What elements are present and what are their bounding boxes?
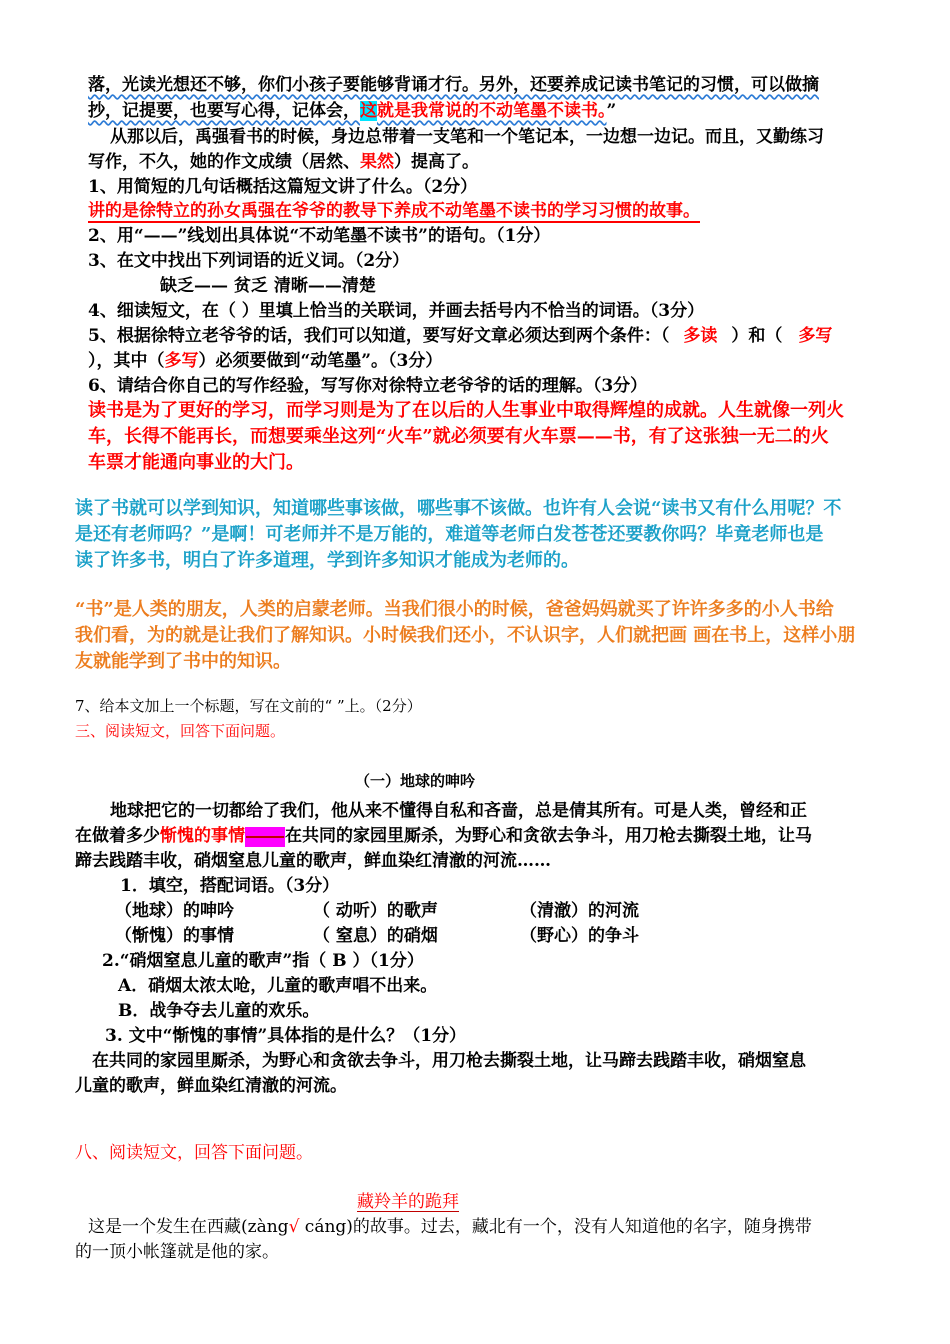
section-3-heading: 三、阅读短文，回答下面问题。 bbox=[75, 722, 286, 740]
passage1-line1-text: 落，光读光想还不够，你们小孩子要能够背诵才行。另外，还要养成记读书笔记的习惯，可以做摘 bbox=[88, 75, 819, 95]
question-3: 3、在文中找出下列词语的近义词。（2分） bbox=[88, 251, 410, 271]
question-5-line2 bbox=[88, 346, 442, 371]
orange-paragraph-line3: 友就能学到了书中的知识。 bbox=[75, 651, 291, 672]
p2-question-2: 2.“硝烟窒息儿童的歌声”指（ B ）（1分） bbox=[102, 951, 424, 971]
q5-answer-3: 多写 bbox=[164, 351, 199, 371]
question-6: 6、请结合你自己的写作经验，写写你对徐特立老爷爷的话的理解。（3分） bbox=[88, 376, 648, 396]
p2-q1-row2-c3: （野心）的争斗 bbox=[520, 926, 639, 946]
p2-answer-3-line2: 儿童的歌声，鲜血染红清澈的河流。 bbox=[75, 1076, 347, 1096]
correct-word: 果然 bbox=[360, 152, 394, 172]
answer-1: 讲的是徐特立的孙女禹强在爷爷的教导下养成不动笔墨不读书的学习习惯的故事。 bbox=[88, 196, 700, 223]
p2-q1-row2-c1: （惭愧）的事情 bbox=[115, 926, 234, 946]
question-1: 1、用简短的几句话概括这篇短文讲了什么。（2分） bbox=[88, 177, 478, 197]
question-2: 2、用“——”线划出具体说“不动笔墨不读书”的语句。（1分） bbox=[88, 226, 551, 246]
q5-text-c: ），其中（ bbox=[88, 351, 165, 371]
passage2-line2b: 在共同的家园里厮杀，为野心和贪欲去争斗，用刀枪去撕裂土地，让马 bbox=[285, 826, 812, 846]
passage2-line3: 蹄去践踏丰收，硝烟窒息儿童的歌声，鲜血染红清澈的河流…… bbox=[75, 851, 551, 871]
q5-answer-1: 多读 bbox=[683, 326, 718, 346]
p2-answer-3-line1: 在共同的家园里厮杀，为野心和贪欲去争斗，用刀枪去撕裂土地，让马蹄去践踏丰收，硝烟窒息 bbox=[92, 1051, 806, 1071]
orange-paragraph-line2: 我们看，为的就是让我们了解知识。小时候我们还小，不认识字，人们就把画 画在书上，这样小朋 bbox=[75, 625, 856, 646]
key-sentence: 就是我常说的不动笔墨不读书。 bbox=[377, 101, 607, 121]
passage1-line3: 从那以后，禹强看书的时候，身边总带着一支笔和一个笔记本，一边想一边记。而且，又勤练习 bbox=[110, 127, 824, 147]
highlighted-phrase: 惭愧的事情 bbox=[160, 826, 245, 846]
passage1-line4a: 写作，不久，她的作文成绩（居然、 bbox=[88, 152, 360, 172]
question-3-words: 缺乏—— 贫乏 清晰——清楚 bbox=[160, 276, 376, 296]
section-8-title bbox=[357, 1187, 459, 1212]
passage2-title: （一）地球的呻吟 bbox=[355, 772, 476, 790]
p2-q1-row1-c2: （ 动听）的歌声 bbox=[313, 901, 438, 921]
p2-q1-row1-c3: （清澈）的河流 bbox=[520, 901, 639, 921]
closing-quote: ” bbox=[606, 101, 617, 121]
check-mark: √ bbox=[288, 1217, 300, 1237]
passage1-line4b: ）提高了。 bbox=[394, 152, 479, 172]
p2-option-a: A．硝烟太浓太呛，儿童的歌声唱不出来。 bbox=[118, 976, 438, 996]
p2-q1-row2-c2: （ 窒息）的硝烟 bbox=[313, 926, 438, 946]
blue-paragraph-line2: 是还有老师吗？”是啊！可老师并不是万能的，难道等老师白发苍苍还要教你吗？毕竟老师也是 bbox=[75, 524, 824, 545]
dash-mark bbox=[246, 836, 284, 838]
answer-6-line3: 车票才能通向事业的大门。 bbox=[88, 452, 304, 473]
p2-option-b: B．战争夺去儿童的欢乐。 bbox=[118, 1001, 320, 1021]
section-8-line2: 的一顶小帐篷就是他的家。 bbox=[75, 1242, 279, 1262]
section-8-heading: 八、阅读短文，回答下面问题。 bbox=[75, 1143, 313, 1163]
blue-paragraph-line3: 读了许多书，明白了许多道理，学到许多知识才能成为老师的。 bbox=[75, 550, 579, 571]
passage2-line2 bbox=[75, 821, 812, 847]
question-4: 4、细读短文，在（ ）里填上恰当的关联词，并画去括号内不恰当的词语。（3分） bbox=[88, 301, 705, 321]
passage1-line1 bbox=[88, 70, 819, 95]
p2-question-1: 1．填空，搭配词语。（3分） bbox=[120, 876, 340, 896]
s8-line1a: 这是一个发生在西藏(zàng bbox=[88, 1217, 289, 1237]
q5-text-b: ）和（ bbox=[731, 326, 783, 346]
passage2-line1: 地球把它的一切都给了我们，他从来不懂得自私和吝啬，总是倩其所有。可是人类，曾经和正 bbox=[110, 801, 807, 821]
dash-highlight bbox=[245, 827, 285, 847]
q5-text-d: ）必须要做到“动笔墨”。（3分） bbox=[198, 351, 443, 371]
question-7: 7、给本文加上一个标题，写在文前的“ ”上。（2分） bbox=[75, 697, 422, 715]
passage1-line2 bbox=[88, 96, 616, 121]
orange-paragraph-line1: “书”是人类的朋友，人类的启蒙老师。当我们很小的时候，爸爸妈妈就买了许许多多的小人书给 bbox=[75, 599, 834, 620]
passage1-line2a: 抄，记提要，也要写心得，记体会， bbox=[88, 101, 360, 121]
passage2-line2a: 在做着多少 bbox=[75, 826, 160, 846]
question-5-line1 bbox=[88, 321, 832, 346]
section-8-line1 bbox=[88, 1212, 812, 1237]
section-8-title-text: 藏羚羊的跪拜 bbox=[357, 1192, 459, 1212]
q5-answer-2: 多写 bbox=[798, 326, 833, 346]
blue-paragraph-line1: 读了书就可以学到知识，知道哪些事该做，哪些事不该做。也许有人会说“读书又有什么用呢？不 bbox=[75, 498, 842, 519]
q5-text-a: 5、根据徐特立老爷爷的话，我们可以知道，要写好文章必须达到两个条件：（ bbox=[88, 326, 670, 346]
p2-q1-row1-c1: （地球）的呻吟 bbox=[115, 901, 234, 921]
passage1-line4 bbox=[88, 147, 479, 172]
p2-question-3: 3. 文中“惭愧的事情”具体指的是什么？（1分） bbox=[105, 1026, 467, 1046]
answer-6-line1: 读书是为了更好的学习，而学习则是为了在以后的人生事业中取得辉煌的成就。人生就像一列火 bbox=[88, 400, 844, 421]
highlighted-word: 这 bbox=[360, 101, 377, 121]
s8-line1b: cáng)的故事。过去，藏北有一个，没有人知道他的名字，随身携带 bbox=[299, 1217, 812, 1237]
answer-6-line2: 车，长得不能再长，而想要乘坐这列“火车”就必须要有火车票——书，有了这张独一无二的火 bbox=[88, 426, 829, 447]
